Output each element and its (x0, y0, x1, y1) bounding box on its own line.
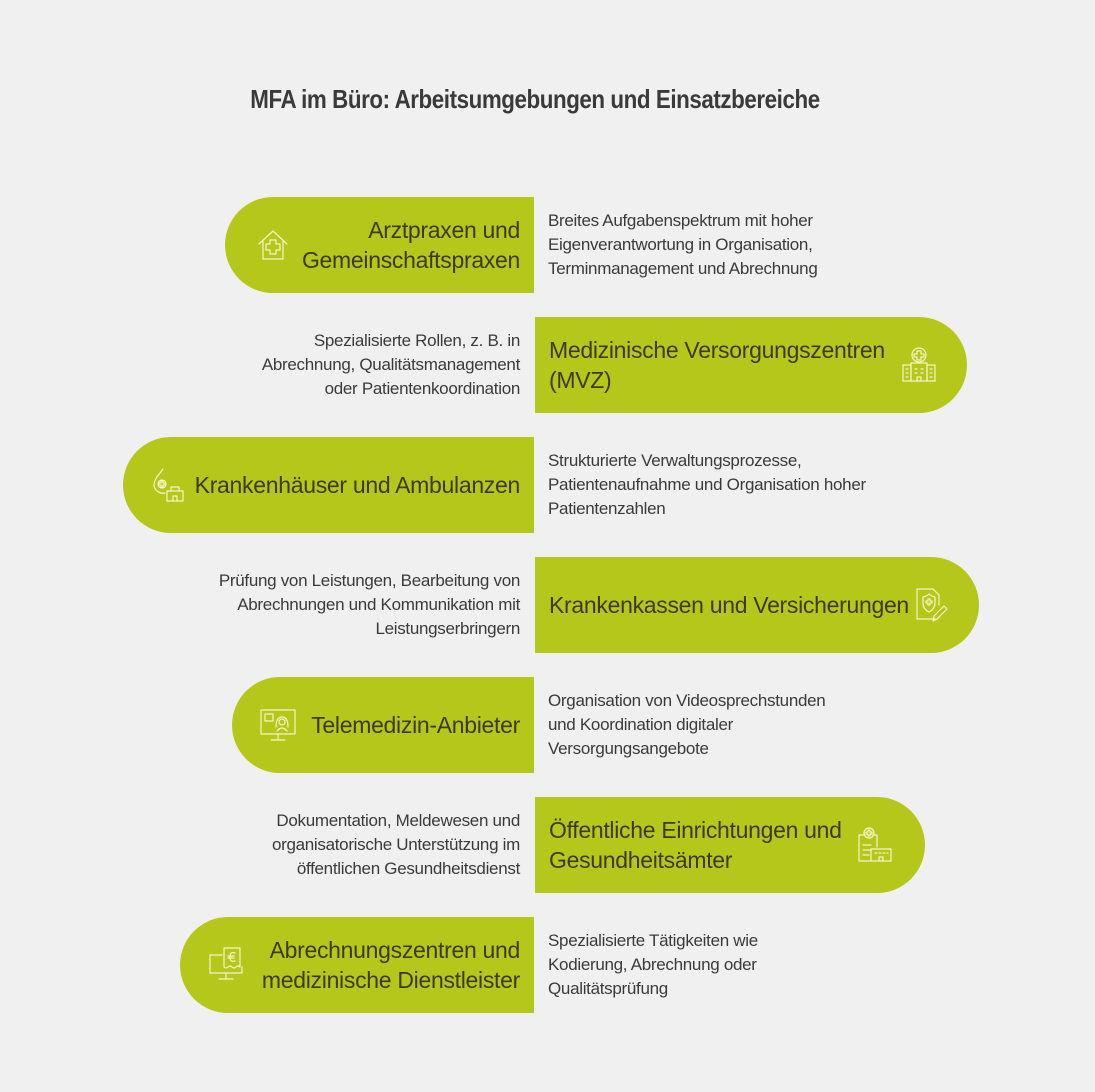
description-line: Eigenverantwortung in Organisation, (548, 235, 813, 254)
item-row-telemedizin (0, 677, 1095, 773)
billing-monitor-euro-icon (206, 945, 246, 985)
category-label-line: Telemedizin-Anbieter (311, 712, 520, 738)
description-line: öffentlichen Gesundheitsdienst (296, 859, 520, 878)
description-line: und Koordination digitaler (548, 715, 734, 734)
description-line: Patientenaufnahme und Organisation hoher (548, 475, 866, 494)
category-label-line: Krankenkassen und Versicherungen (549, 592, 909, 618)
item-row-oeffentliche (0, 797, 1095, 893)
description-line: Prüfung von Leistungen, Bearbeitung von (218, 571, 520, 590)
item-row-mvz (0, 317, 1095, 413)
item-row-abrechnungszentren (0, 917, 1095, 1013)
description-line: Abrechnungen und Kommunikation mit (237, 595, 520, 614)
category-label-line: medizinische Dienstleister (261, 967, 520, 993)
category-label-line: Gesundheitsämter (549, 847, 733, 873)
description-line: Organisation von Videosprechstunden (548, 691, 826, 710)
description-line: Dokumentation, Meldewesen und (276, 811, 520, 830)
category-label-line: Abrechnungszentren und (269, 937, 520, 963)
category-pill (225, 197, 534, 293)
description-line: Patientenzahlen (548, 499, 666, 518)
description-line: Kodierung, Abrechnung oder (548, 955, 757, 974)
category-description (548, 677, 908, 773)
description-line: oder Patientenkoordination (324, 379, 520, 398)
category-pill (535, 797, 925, 893)
description-line: Qualitätsprüfung (548, 979, 668, 998)
description-line: Versorgungsangebote (548, 739, 709, 758)
public-health-office-icon (855, 825, 895, 865)
description-line: Breites Aufgabenspektrum mit hoher (548, 211, 813, 230)
description-line: Abrechnung, Qualitätsmanagement (261, 355, 520, 374)
category-description (180, 557, 520, 653)
page-title: MFA im Büro: Arbeitsumgebungen und Einsatzbereiche (250, 84, 820, 114)
description-line: Spezialisierte Tätigkeiten wie (548, 931, 758, 950)
description-line: Spezialisierte Rollen, z. B. in (313, 331, 520, 350)
item-row-krankenhaeuser (0, 437, 1095, 533)
category-label-line: Gemeinschaftspraxen (301, 247, 520, 273)
category-pill (232, 677, 534, 773)
telemedicine-monitor-icon (258, 705, 298, 745)
description-line: Strukturierte Verwaltungsprozesse, (548, 451, 802, 470)
category-label-line: (MVZ) (549, 367, 612, 393)
category-label-line: Krankenhäuser und Ambulanzen (194, 472, 520, 498)
item-row-arztpraxen (0, 197, 1095, 293)
category-label-line: Öffentliche Einrichtungen und (549, 817, 842, 843)
category-description (548, 437, 928, 533)
category-pill (535, 317, 967, 413)
description-line: organisatorische Unterstützung im (271, 835, 520, 854)
category-label-line: Medizinische Versorgungszentren (549, 337, 885, 363)
description-line: Leistungserbringern (375, 619, 520, 638)
description-line: Terminmanagement und Abrechnung (548, 259, 818, 278)
category-description (548, 197, 908, 293)
category-pill (123, 437, 534, 533)
hospital-building-icon (899, 345, 939, 385)
category-description (548, 917, 908, 1013)
category-pill (535, 557, 979, 653)
item-row-krankenkassen (0, 557, 1095, 653)
category-pill (180, 917, 534, 1013)
category-description (180, 317, 520, 413)
blood-drop-hospital-icon (149, 465, 189, 505)
category-description (180, 797, 520, 893)
category-label-line: Arztpraxen und (368, 217, 520, 243)
house-medical-icon (253, 225, 293, 265)
insurance-document-icon (911, 585, 951, 625)
